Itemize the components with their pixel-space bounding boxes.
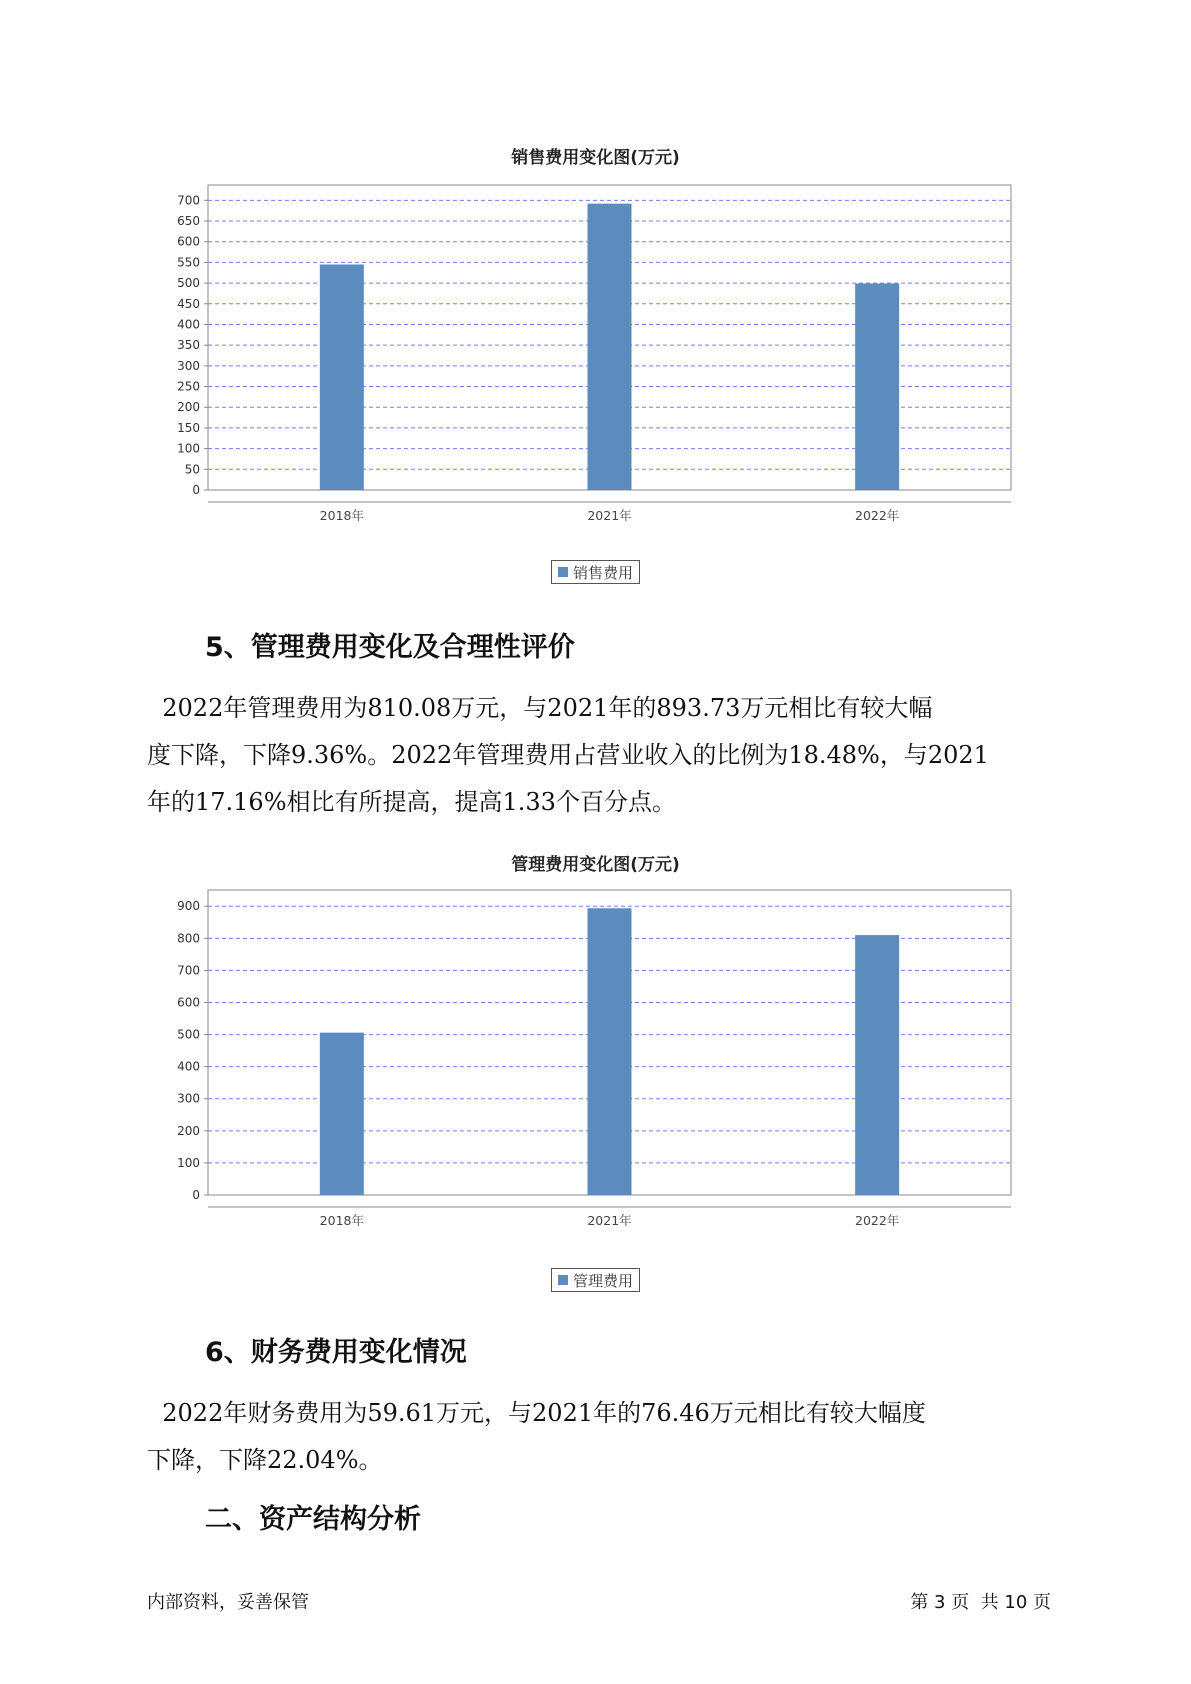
y-tick-label: 300	[177, 358, 200, 373]
bar	[588, 908, 632, 1195]
chart-title-management: 管理费用变化图(万元)	[511, 855, 680, 875]
legend-label: 管理费用	[573, 1271, 634, 1290]
y-tick-label: 250	[177, 379, 200, 394]
x-tick-label: 2021年	[587, 1213, 632, 1228]
y-tick-label: 600	[177, 234, 200, 249]
paragraph-line: 度下降，下降9.36%。2022年管理费用占营业收入的比例为18.48%，与2021	[147, 741, 989, 769]
y-tick-label: 300	[177, 1091, 200, 1106]
bar	[320, 1033, 364, 1195]
paragraph-management	[147, 685, 1049, 826]
legend-swatch	[558, 567, 568, 577]
x-tick-label: 2022年	[855, 508, 900, 523]
y-tick-label: 150	[177, 420, 200, 435]
section-heading-finance: 6、财务费用变化情况	[205, 1337, 467, 1368]
y-tick-label: 550	[177, 255, 200, 270]
y-tick-label: 700	[177, 193, 200, 208]
footer-right: 第 3 页 共 10 页	[910, 1592, 1051, 1613]
x-tick-label: 2022年	[855, 1213, 900, 1228]
legend-swatch	[558, 1275, 568, 1285]
legend-label: 销售费用	[573, 563, 634, 582]
x-tick-label: 2021年	[587, 508, 632, 523]
sales-expense-chart	[0, 180, 1191, 523]
chart-title-sales: 销售费用变化图(万元)	[511, 148, 680, 168]
x-tick-label: 2018年	[319, 508, 364, 523]
paragraph-finance	[147, 1390, 1049, 1484]
footer-left: 内部资料，妥善保管	[147, 1592, 309, 1613]
y-tick-label: 200	[177, 1123, 200, 1138]
section-heading-management: 5、管理费用变化及合理性评价	[205, 632, 575, 663]
x-tick-label: 2018年	[319, 1213, 364, 1228]
paragraph-line: 下降，下降22.04%。	[147, 1446, 383, 1474]
y-tick-label: 600	[177, 995, 200, 1010]
management-expense-chart	[0, 885, 1191, 1228]
bar	[855, 284, 899, 490]
y-tick-label: 200	[177, 400, 200, 415]
y-tick-label: 50	[184, 462, 200, 477]
y-tick-label: 400	[177, 317, 200, 332]
y-tick-label: 800	[177, 931, 200, 946]
section-heading-assets: 二、资产结构分析	[205, 1504, 421, 1535]
y-tick-label: 0	[192, 1188, 200, 1202]
y-tick-label: 100	[177, 1155, 200, 1170]
y-tick-label: 0	[192, 483, 200, 497]
legend-management	[551, 1268, 640, 1292]
y-tick-label: 350	[177, 338, 200, 353]
bar	[320, 264, 364, 490]
y-tick-label: 450	[177, 296, 200, 311]
y-tick-label: 700	[177, 963, 200, 978]
y-tick-label: 400	[177, 1059, 200, 1074]
y-tick-label: 500	[177, 276, 200, 291]
y-tick-label: 100	[177, 441, 200, 456]
y-tick-label: 650	[177, 214, 200, 229]
bar	[588, 204, 632, 490]
paragraph-line: 2022年财务费用为59.61万元，与2021年的76.46万元相比有较大幅度	[147, 1399, 926, 1427]
paragraph-line: 2022年管理费用为810.08万元，与2021年的893.73万元相比有较大幅	[147, 694, 933, 722]
y-tick-label: 500	[177, 1027, 200, 1042]
legend-sales	[551, 560, 640, 584]
y-tick-label: 900	[177, 899, 200, 914]
paragraph-line: 年的17.16%相比有所提高，提高1.33个百分点。	[147, 788, 676, 816]
bar	[855, 935, 899, 1195]
